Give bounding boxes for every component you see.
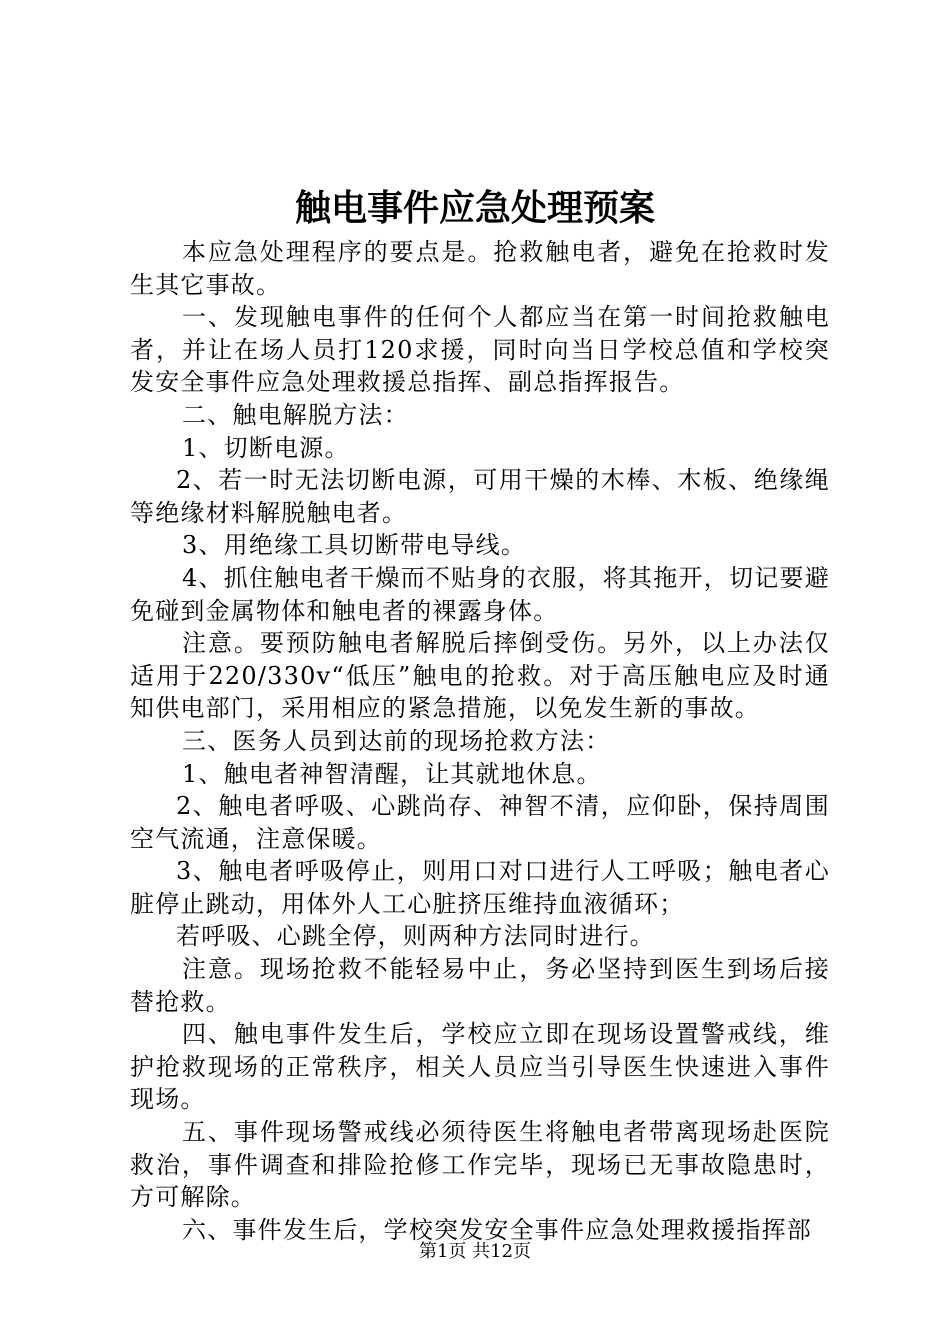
paragraph: 四、触电事件发生后，学校应立即在现场设置警戒线，维护抢救现场的正常秩序，相关人员应当引导医生快速进入事件现场。 — [130, 1020, 830, 1114]
paragraph: 1、触电者神智清醒，让其就地休息。 — [182, 759, 602, 788]
paragraph: 一、发现触电事件的任何个人都应当在第一时间抢救触电者，并让在场人员打120求援，同时向当日学校总值和学校突发安全事件应急处理救援总指挥、副总指挥报告。 — [130, 303, 830, 397]
paragraph: 三、医务人员到达前的现场抢救方法： — [182, 726, 611, 755]
paragraph: 注意。现场抢救不能轻易中止，务必坚持到医生到场后接替抢救。 — [130, 955, 830, 1016]
paragraph: 二、触电解脱方法： — [182, 400, 409, 429]
paragraph: 若呼吸、心跳全停，则两种方法同时进行。 — [176, 922, 655, 951]
paragraph: 2、触电者呼吸、心跳尚存、神智不清，应仰卧，保持周围空气流通，注意保暖。 — [130, 792, 830, 853]
paragraph: 五、事件现场警戒线必须待医生将触电者带离现场赴医院救治，事件调查和排险抢修工作完毕，现场已无事故隐患时，方可解除。 — [130, 1118, 830, 1212]
document-title: 触电事件应急处理预案 — [294, 187, 655, 229]
document-body — [130, 236, 830, 1246]
paragraph: 2、若一时无法切断电源，可用干燥的木棒、木板、绝缘绳等绝缘材料解脱触电者。 — [130, 466, 830, 527]
paragraph: 4、抓住触电者干燥而不贴身的衣服，将其拖开，切记要避免碰到金属物体和触电者的裸露身体。 — [130, 563, 830, 625]
paragraph: 3、用绝缘工具切断带电导线。 — [182, 531, 527, 560]
page-footer: 第1页 共12页 — [418, 1241, 532, 1262]
paragraph: 六、事件发生后，学校突发安全事件应急处理救援指挥部 — [182, 1215, 812, 1244]
paragraph: 1、切断电源。 — [182, 433, 350, 462]
paragraph: 本应急处理程序的要点是。抢救触电者，避免在抢救时发生其它事故。 — [130, 238, 830, 299]
paragraph: 3、触电者呼吸停止，则用口对口进行人工呼吸；触电者心脏停止跳动，用体外人工心脏挤压维持血液循环； — [130, 857, 830, 918]
paragraph: 注意。要预防触电者解脱后摔倒受伤。另外，以上办法仅适用于220/330v“低压”触电的抢救。对于高压触电应及时通知供电部门，采用相应的紧急措施，以免发生新的事故。 — [130, 629, 830, 723]
